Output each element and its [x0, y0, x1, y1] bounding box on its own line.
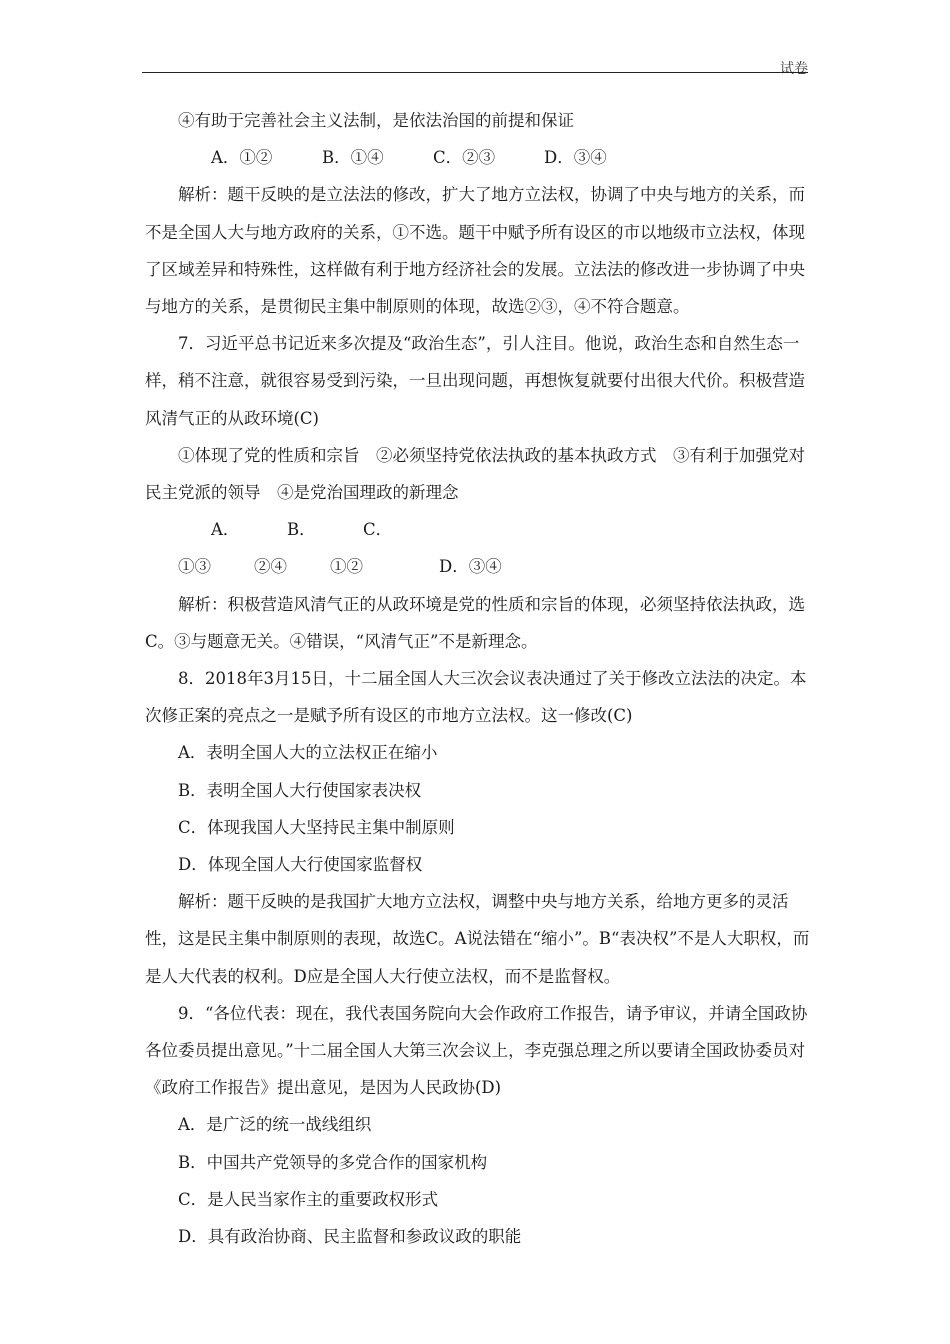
- paragraph: ④有助于完善社会主义法制，是依法治国的前提和保证: [178, 111, 574, 130]
- option-d: D．③④: [439, 557, 502, 577]
- option-d: D．体现全国人大行使国家监督权: [178, 855, 423, 875]
- option-c: C．②③: [433, 148, 496, 168]
- document-body: [145, 102, 813, 1255]
- header-rule: [142, 72, 808, 73]
- option-b: B．中国共产党领导的多党合作的国家机构: [178, 1152, 488, 1172]
- question-7: 7．习近平总书记近来多次提及“政治生态”，引人注目。他说，政治生态和自然生态一样，稍不注意，就很容易受到污染，一旦出现问题，再想恢复就要付出很大代价。积极营造风清气正的从政环境(C): [145, 334, 805, 428]
- statements: ①体现了党的性质和宗旨 ②必须坚持党依法执政的基本执政方式 ③有利于加强党对民主党派的领导 ④是党治国理政的新理念: [145, 445, 805, 503]
- option-d: D．③④: [544, 148, 607, 168]
- option-b: B．①④: [322, 148, 384, 168]
- option-a: A．①③: [178, 520, 240, 577]
- answer-options: [145, 139, 813, 176]
- question-8: 8．2018年3月15日，十二届全国人大三次会议表决通过了关于修改立法法的决定。本次修正案的亮点之一是赋予所有设区的市地方立法权。这一修改(C): [145, 669, 807, 726]
- option-c: C．体现我国人大坚持民主集中制原则: [178, 817, 455, 837]
- answer-options: [145, 511, 813, 585]
- explanation: 解析：积极营造风清气正的从政环境是党的性质和宗旨的体现，必须坚持依法执政，选C。③与题意无关。④错误，“风清气正”不是新理念。: [145, 594, 805, 651]
- option-c: C．①②: [330, 520, 393, 577]
- option-c: C．是人民当家作主的重要政权形式: [178, 1189, 439, 1209]
- option-a: A．①②: [211, 148, 273, 168]
- explanation: 解析：题干反映的是我国扩大地方立法权，调整中央与地方关系，给地方更多的灵活性，这是民主集中制原则的表现，故选C。A说法错在“缩小”。B“表决权”不是人大职权，而是人大代表的权利。D应是全国人大行使立法权，而不是监督权。: [145, 892, 810, 986]
- option-d: D．具有政治协商、民主监督和参政议政的职能: [178, 1227, 522, 1247]
- option-a: A．表明全国人大的立法权正在缩小: [178, 743, 438, 763]
- page-header-label: 试卷: [780, 61, 808, 77]
- question-9: 9．“各位代表：现在，我代表国务院向大会作政府工作报告，请予审议，并请全国政协各位委员提出意见。”十二届全国人大第三次会议上，李克强总理之所以要请全国政协委员对《政府工作报告》提出意见，是因为人民政协(D): [145, 1003, 808, 1098]
- option-a: A．是广泛的统一战线组织: [178, 1115, 372, 1135]
- option-b: B．表明全国人大行使国家表决权: [178, 780, 422, 800]
- option-b: B．②④: [254, 520, 316, 577]
- explanation: 解析：题干反映的是立法法的修改，扩大了地方立法权，协调了中央与地方的关系，而不是全国人大与地方政府的关系，①不选。题干中赋予所有设区的市以地级市立法权，体现了区域差异和特殊性，这样做有利于地方经济社会的发展。立法法的修改进一步协调了中央与地方的关系，是贯彻民主集中制原则的体现，故选②③，④不符合题意。: [145, 185, 805, 317]
